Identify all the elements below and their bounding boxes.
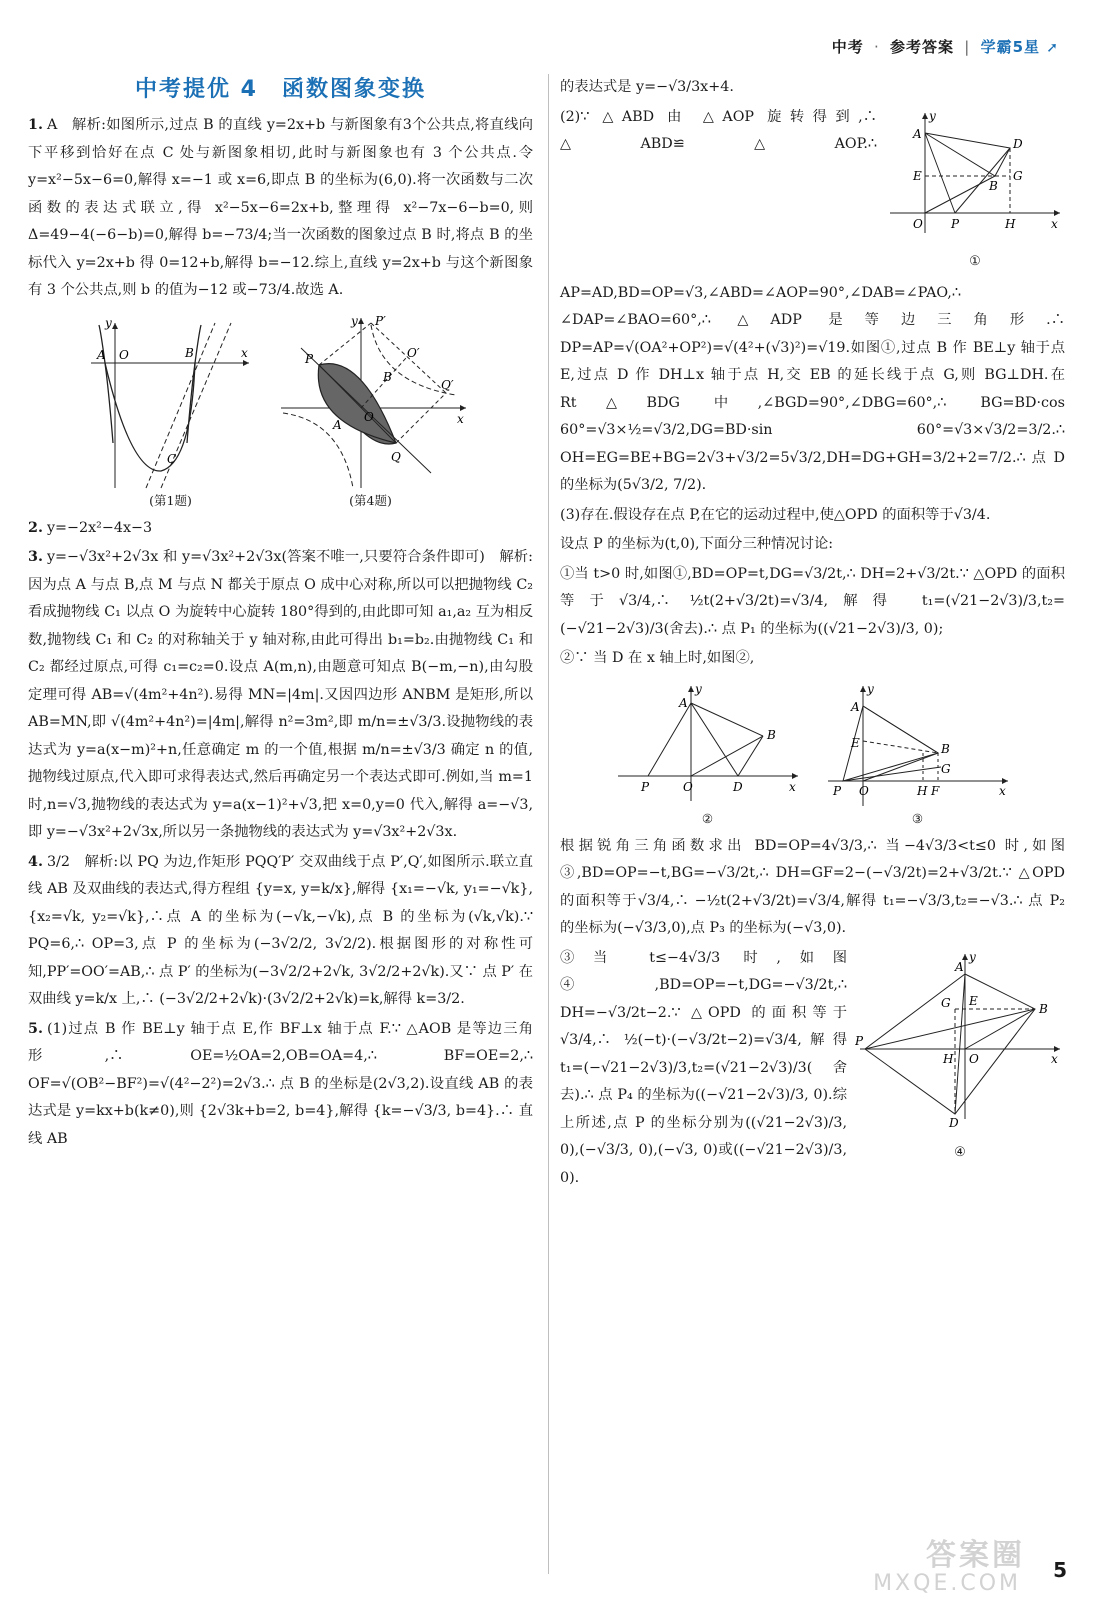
figure-q1-graph [91,313,251,493]
f3-label-x: x [998,783,1006,798]
answer-2-text: y=−2x²−4x−3 [46,519,153,536]
answer-1-text: A 解析:如图所示,过点 B 的直线 y=2x+b 与新图象有3个公共点,将直线向下平移到恰好在点 C 处与新图象相切,此时与新图象也有 3 个公共点.令 y=x²−5x−6=0,解得 x=−1 或 x=6,即点 B 的坐标为(6,0).将一次函数与二次函数的表达式联立,得 x²−5x−6=2x+b,整理得 x²−7x−6−b=0,则 Δ=49−4(−6−b)=0,解得 b=−73/4;当一次函数的图象过点 B 时,将点 B 的坐标代入 y=2x+b 得 0=12+b,解得 b=−12.综上,直线 y=2x+b 与这个新图象有 3 个公共点,则 b 的值为−12 或−73/4.故选 A. [28,117,533,298]
fig4-label-O-prime: O′ [406,345,420,360]
figure-3-graph [823,681,1013,811]
answer-1-number: 1. [28,117,43,133]
f1-label-O: O [913,216,923,231]
fig4-label-P: P [304,351,313,366]
f4-label-D: D [949,1115,959,1129]
answer-5-cont: 的表达式是 y=−√3/3x+4. [560,79,734,95]
figure-q4-graph [271,313,471,493]
figure-2 [613,681,803,827]
right-column [560,74,1065,1194]
answer-3-number: 3. [28,549,43,565]
figure-1-graph [885,108,1065,238]
fig4-label-Q-prime: Q′ [440,377,454,392]
fig1-label-B: B [184,345,194,360]
answer-1 [28,112,533,305]
f3-label-G: G [940,761,951,776]
fig1-label-C: C [166,451,176,466]
answer-5-case-3: ③当 t≤−4√3/3 时,如图④,BD=OP=−t,DG=−√3/2t,∴ DH=−√3/2t−2.∵ △OPD 的面积等于√3/4,∴ ½(−t)·(−√3/2t−2)=√3/4,解得 t₁=(−√21−2√3)/3,t₂=(√21−2√3)/3(舍去).∴ 点 P₄ 的坐标为((−√21−2√3)/3, 0).综上所述,点 P 的坐标分别为((√21−2√3)/3, 0),(−√3/3, 0),(−√3, 0)或((−√21−2√3)/3, 0). [560,949,847,1186]
f2-label-y: y [694,681,702,696]
f3-label-E: E [850,735,860,750]
answer-3 [28,544,533,847]
f4-label-y: y [969,949,976,964]
f1-label-A: A [913,126,922,141]
answer-4-number: 4. [28,853,43,870]
answer-5-case-2-detail: 根据锐角三角函数求出 BD=OP=4√3/3,∴ 当−4√3/3<t≤0 时,如图③,BD=OP=−t,BG=−√3/2t,∴ DH=GF=2−(−√3/2t)=2+√3/2t.∵ △OPD 的面积等于√3/4,∴ −½t(2+√3/2t)=√3/4,解得 t₁=−√3/3,t₂=−√3.∴ 点 P₂ 的坐标为(−√3/3,0),点 P₃ 的坐标为(−√3,0). [560,837,1065,936]
figure-1-caption: ① [969,254,981,269]
answer-5-part-3-setup: 设点 P 的坐标为(t,0),下面分三种情况讨论: [560,536,834,552]
f1-label-D: D [1013,136,1023,151]
f4-label-G: G [941,995,951,1010]
page-number: 5 [1053,1558,1067,1582]
watermark-logo: 答案圈 [926,1538,1025,1573]
figure-2-caption: ② [701,810,714,826]
answer-4 [28,849,533,1014]
answer-5-part-3: (3)存在.假设存在点 P,在它的运动过程中,使△OPD 的面积等于√3/4. [560,506,991,523]
fig1-label-x: x [240,345,248,360]
figure-row-2 [560,681,1065,827]
figure-q1 [91,313,251,509]
column-divider [548,74,549,1574]
section-title: 中考提优 4 函数图象变换 [135,77,426,102]
fig4-label-x: x [456,411,464,426]
f3-label-F: F [930,783,939,798]
answer-3-text: y=−√3x²+2√3x 和 y=√3x²+2√3x(答案不唯一,只要符合条件即可) 解析:因为点 A 与点 B,点 M 与点 N 都关于原点 O 成中心对称,所以可以把抛物线 C₂ 看成抛物线 C₁ 以点 O 为旋转中心旋转 180°得到的,由此即可知 a₁,a₂ 互为相反数,抛物线 C₁ 和 C₂ 的对称轴关于 y 轴对称,由此可得出 b₁=b₂.由抛物线 C₁ 和 C₂ 都经过原点,可得 c₁=c₂=0.设点 A(m,n),由题意可知点 B(−m,−n),由勾股定理可得 AB=√(4m²+4n²).易得 MN=|4m|.又因四边形 ANBM 是矩形,所以 AB=MN,即 √(4m²+4n²)=|4m|,解得 n²=3m²,即 m/n=±√3/3.设抛物线的表达式为 y=a(x−m)²+n,任意确定 m 的一个值,根据 m/n=±√3/3 确定 n 的值,抛物线过原点,代入即可求得表达式,然后再确定另一个表达式即可.例如,当 m=1 时,n=√3,抛物线的表达式为 y=a(x−1)²+√3,把 x=0,y=0 代入,解得 a=−√3,即 y=−√3x²+2√3x,所以另一条抛物线的表达式为 y=√3x²+2√3x. [28,549,533,840]
f1-label-B: B [989,178,998,193]
figure-q1-caption: (第1题) [149,492,192,508]
f4-label-H: H [943,1051,954,1066]
f4-label-B: B [1039,1001,1048,1016]
fig1-label-A: A [96,347,106,362]
figure-1 [885,108,1065,276]
fig4-label-B: B [382,369,392,384]
f2-label-O: O [682,779,693,794]
fig4-label-A: A [332,417,342,432]
fig4-label-y: y [350,313,358,328]
figure-q4 [271,313,471,509]
f1-label-H: H [1005,216,1016,231]
watermark-url: MXQE.COM [873,1571,1021,1596]
f3-label-A: A [850,699,860,714]
answer-5 [28,1016,533,1154]
f1-label-G: G [1013,168,1023,183]
f4-label-P: P [855,1033,864,1048]
figure-q4-caption: (第4题) [349,492,392,508]
figure-4-graph [855,949,1065,1129]
answer-4-text: 3/2 解析:以 PQ 为边,作矩形 PQQ′P′ 交双曲线于点 P′,Q′,如图所示.联立直线 AB 及双曲线的表达式,得方程组 {y=x, y=k/x},解得 {x₁=−√k, y₁=−√k},{x₂=√k, y₂=√k},∴点 A 的坐标为(−√k,−√k),点 B 的坐标为(√k,√k).∵ PQ=6,∴ OP=3,点 P 的坐标为(−3√2/2, 3√2/2).根据图形的对称性可知,PP′=OO′=AB,∴ 点 P′ 的坐标为(−3√2/2+2√k, 3√2/2+2√k).又∵ 点 P′ 在双曲线 y=k/x 上,∴ (−3√2/2+2√k)·(3√2/2+2√k)=k,解得 k=3/2. [28,853,534,1007]
answer-5-text: (1)过点 B 作 BE⊥y 轴于点 E,作 BF⊥x 轴于点 F.∵ △AOB 是等边三角形,∴ OE=½OA=2,OB=OA=4,∴ BF=OE=2,∴ OF=√(OB²−BF²)=√(4²−2²)=2√3.∴ 点 B 的坐标是(2√3,2).设直线 AB 的表达式是 y=kx+b(k≠0),则 {2√3k+b=2, b=4},解得 {k=−√3/3, b=4}.∴ 直线 AB [28,1020,533,1147]
header-exam: 中考 [831,38,864,56]
figure-3-caption: ③ [911,810,924,826]
f4-label-x: x [1051,1051,1058,1066]
figure-row-1 [28,313,533,509]
f2-label-x: x [788,779,796,794]
left-column [28,74,533,1155]
f4-label-E: E [969,993,978,1008]
fig1-label-O: O [118,347,129,362]
f1-label-E: E [913,168,922,183]
answer-2-number: 2. [28,519,43,536]
f1-label-y: y [929,108,936,123]
f4-label-O: O [969,1051,979,1066]
brand-arrow-icon: ➚ [1046,40,1059,56]
fig1-label-y: y [104,315,112,330]
f2-label-D: D [732,779,743,794]
f1-label-x: x [1051,216,1058,231]
f2-label-A: A [678,695,688,710]
page-header [0,0,1107,62]
answer-5-number: 5. [28,1020,43,1037]
f1-label-P: P [951,216,960,231]
f3-label-H: H [916,783,927,798]
f2-label-B: B [766,727,776,742]
figure-3 [823,681,1013,827]
fig4-label-P-prime: P′ [374,313,386,328]
header-brand: 中考 · 参考答案 | 学霸5星 ➚ [831,38,1059,56]
f3-label-y: y [866,681,874,696]
answer-5-case-2: ②∵ 当 D 在 x 轴上时,如图②, [560,650,755,666]
figure-2-graph [613,681,803,811]
f4-label-A: A [955,959,964,974]
f3-label-B: B [940,741,950,756]
fig4-label-Q: Q [390,449,401,464]
f3-label-P: P [832,783,841,798]
answer-5-case-1: ①当 t>0 时,如图①,BD=OP=t,DG=√3/2t,∴ DH=2+√3/2t.∵ △OPD 的面积等于√3/4,∴ ½t(2+√3/2t)=√3/4,解得 t₁=(√21−2√3)/3,t₂=(−√21−2√3)/3(舍去).∴ 点 P₁ 的坐标为((√21−2√3)/3, 0); [560,565,1065,637]
answer-5-part-2: (2)∵ △ABD 由 △AOP 旋转得到,∴ △ABD≌△AOP.∴ AP=AD,BD=OP=√3,∠ABD=∠AOP=90°,∠DAB=∠PAO,∴ ∠DAP=∠BAO=60°,∴ △ADP 是等边三角形.∴ DP=AP=√(OA²+OP²)=√(4²+(√3)²)=√19.如图①,过点 B 作 BE⊥y 轴于点 E,过点 D 作 DH⊥x 轴于点 H,交 EB 的延长线于点 G,则 BG⊥DH.在 Rt△BDG 中,∠BGD=90°,∠DBG=60°,∴ BG=BD·cos 60°=√3×½=√3/2,DG=BD·sin 60°=√3×√3/2=3/2.∴ OH=EG=BE+BG=2√3+√3/2=5√3/2,DH=DG+GH=3/2+2=7/2.∴ 点 D 的坐标为(5√3/2, 7/2). [560,108,1065,493]
header-section: 参考答案 [890,38,955,56]
header-brand-name: 学霸5星 [980,38,1041,56]
figure-4 [855,949,1065,1167]
answer-2 [28,515,533,543]
f3-label-O: O [858,783,869,798]
fig4-label-O: O [363,409,374,424]
f2-label-P: P [640,779,649,794]
figure-4-caption: ④ [954,1145,966,1160]
